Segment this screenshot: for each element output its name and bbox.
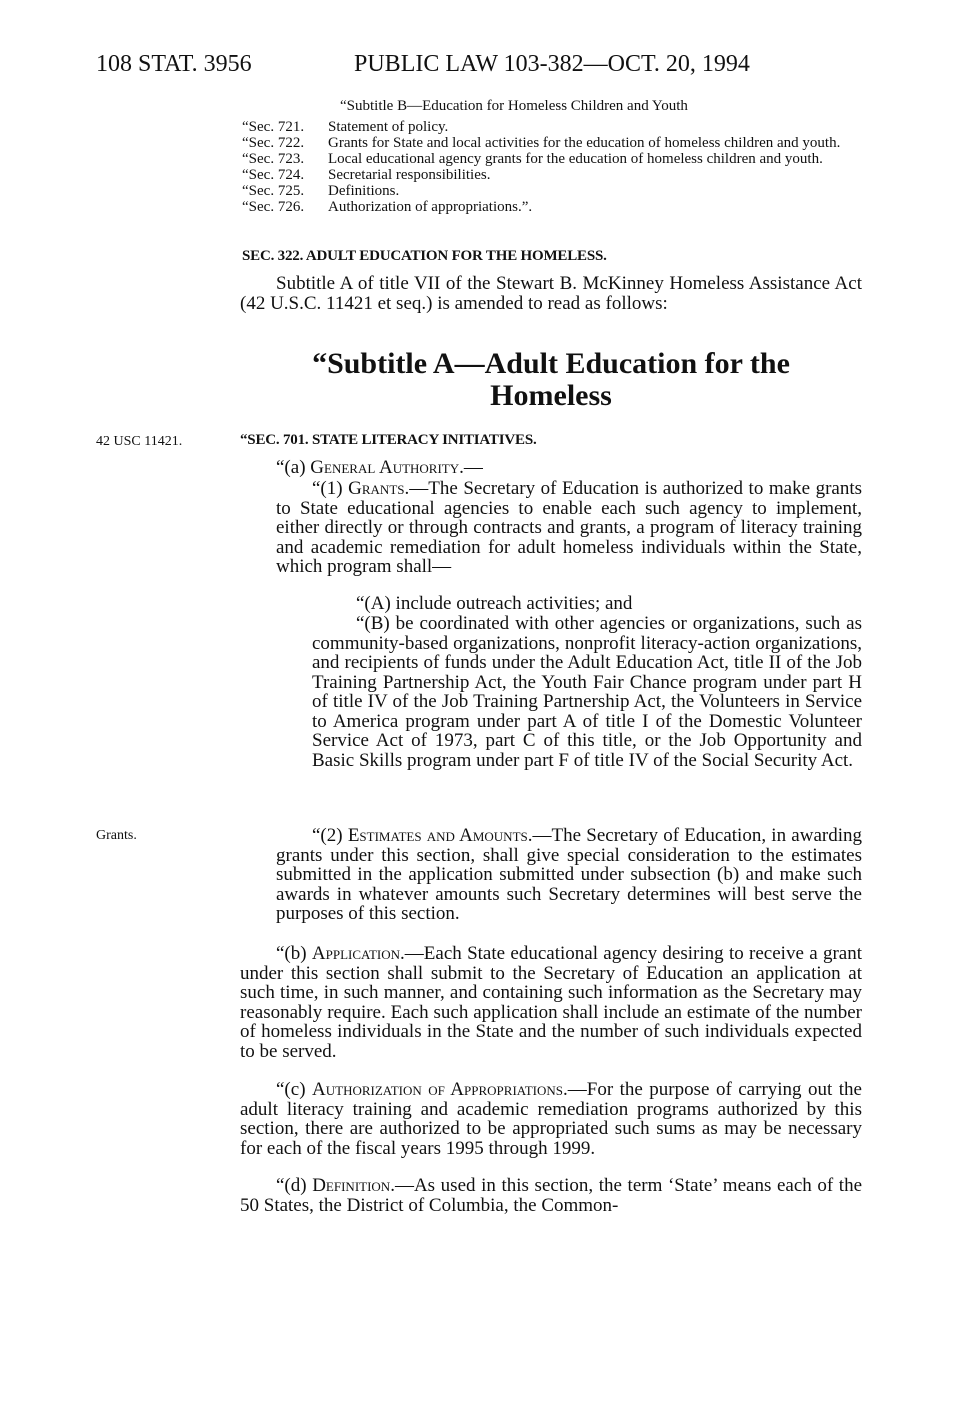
paragraph-a1-title: Grants. xyxy=(348,478,410,499)
toc-section-number: “Sec. 725. xyxy=(242,183,305,199)
paragraph-a2 xyxy=(276,826,862,924)
subsection-d xyxy=(240,1176,862,1215)
subsection-b-body: —Each State educational agency desiring to receive a grant under this section shall submit to the Secretary of Education an application at such time, in such manner, and containing such information as the Secretary may reasonably require. Each such application shall include an estimate of the number of homeless individuals in the State and the number of such individuals expected to be served. xyxy=(240,943,862,1062)
toc-title: “Subtitle B—Education for Homeless Children and Youth xyxy=(340,98,688,114)
toc-section-number: “Sec. 724. xyxy=(242,167,305,183)
paragraph-a1 xyxy=(276,479,862,577)
section-322-intro: Subtitle A of title VII of the Stewart B. McKinney Homeless Assistance Act (42 U.S.C. 11421 et seq.) is amended to read as follows: xyxy=(240,273,862,314)
toc-section-title: Local educational agency grants for the education of homeless children and youth. xyxy=(328,151,823,167)
subsection-c-body: —For the purpose of carrying out the adult literacy training and academic remediation programs authorized by this section, there are authorized to be appropriated such sums as may be necessary for each of the fiscal years 1995 through 1999. xyxy=(240,1079,862,1159)
margin-note-usc: 42 USC 11421. xyxy=(96,434,183,449)
subsection-a-label: “(a) xyxy=(276,457,306,478)
toc-entry xyxy=(242,199,862,215)
clause-B: “(B) be coordinated with other agencies or organizations, such as community-based organizations, nonprofit literacy-action organizations, and recipients of funds under the Adult Education Act, title II of the Job Training Partnership Act, the Youth Fair Chance program under part H of title IV of the Job Training Partnership Act, the Volunteers in Service to America program under part A of title I of the Domestic Volunteer Service Act of 1973, part C of this title, or the Job Opportunity and Basic Skills program under part F of title IV of the Social Security Act. xyxy=(312,613,862,771)
subsection-c-label: “(c) xyxy=(276,1079,306,1100)
toc-section-title: Secretarial responsibilities. xyxy=(328,167,491,183)
subsection-d-title: Definition. xyxy=(312,1175,395,1196)
subsection-b xyxy=(240,944,862,1061)
subsection-b-label: “(b) xyxy=(276,943,307,964)
paragraph-a2-title: Estimates and Amounts. xyxy=(347,825,533,846)
toc-entry xyxy=(242,135,862,151)
clause-A: “(A) include outreach activities; and xyxy=(356,593,633,614)
toc-section-title: Definitions. xyxy=(328,183,400,199)
subtitle-a-heading-line1: “Subtitle A—Adult Education for the xyxy=(312,347,790,380)
subsection-a-title: General Authority. xyxy=(310,457,464,478)
paragraph-a1-label: “(1) xyxy=(312,478,343,499)
toc-entry xyxy=(242,183,862,199)
subsection-d-label: “(d) xyxy=(276,1175,307,1196)
toc-section-number: “Sec. 721. xyxy=(242,119,305,135)
subsection-a-heading xyxy=(276,458,862,478)
toc-section-title: Authorization of appropriations.”. xyxy=(328,199,533,215)
subtitle-b-table-of-contents xyxy=(242,98,862,215)
subtitle-a-heading xyxy=(240,348,862,412)
toc-entry xyxy=(242,151,862,167)
subsection-c xyxy=(240,1080,862,1158)
toc-entry xyxy=(242,119,862,135)
toc-section-number: “Sec. 723. xyxy=(242,151,305,167)
subsection-b-title: Application. xyxy=(311,943,405,964)
toc-section-title: Statement of policy. xyxy=(328,119,449,135)
subsection-c-title: Authorization of Appropriations. xyxy=(312,1079,568,1100)
toc-section-number: “Sec. 726. xyxy=(242,199,305,215)
paragraph-a2-label: “(2) xyxy=(312,825,343,846)
subsection-a-dash: — xyxy=(463,457,483,478)
toc-section-title: Grants for State and local activities for the education of homeless children and youth. xyxy=(328,135,841,151)
section-322-heading: SEC. 322. ADULT EDUCATION FOR THE HOMELESS. xyxy=(242,248,607,264)
subtitle-a-heading-line2: Homeless xyxy=(490,379,612,412)
section-701-heading: “SEC. 701. STATE LITERACY INITIATIVES. xyxy=(240,432,537,448)
paragraph-a1-body: —The Secretary of Education is authorized to make grants to State educational agencies to enable each such agency to implement, either directly or through contracts and grants, a program of literacy training and academic remediation for adult homeless individuals within the State, which program shall— xyxy=(276,478,863,577)
toc-section-number: “Sec. 722. xyxy=(242,135,305,151)
law-title: PUBLIC LAW 103-382—OCT. 20, 1994 xyxy=(354,51,750,77)
subsection-d-body: —As used in this section, the term ‘State’ means each of the 50 States, the District of Columbia, the Common- xyxy=(240,1175,862,1216)
margin-note-grants: Grants. xyxy=(96,828,137,843)
paragraph-a2-body: —The Secretary of Education, in awarding grants under this section, shall give special consideration to the estimates submitted in the application submitted under subsection (b) and make such awards in whatever amounts such Secretary determines will best serve the purposes of this section. xyxy=(276,825,862,924)
toc-entry xyxy=(242,167,862,183)
page-reference: 108 STAT. 3956 xyxy=(96,51,252,77)
